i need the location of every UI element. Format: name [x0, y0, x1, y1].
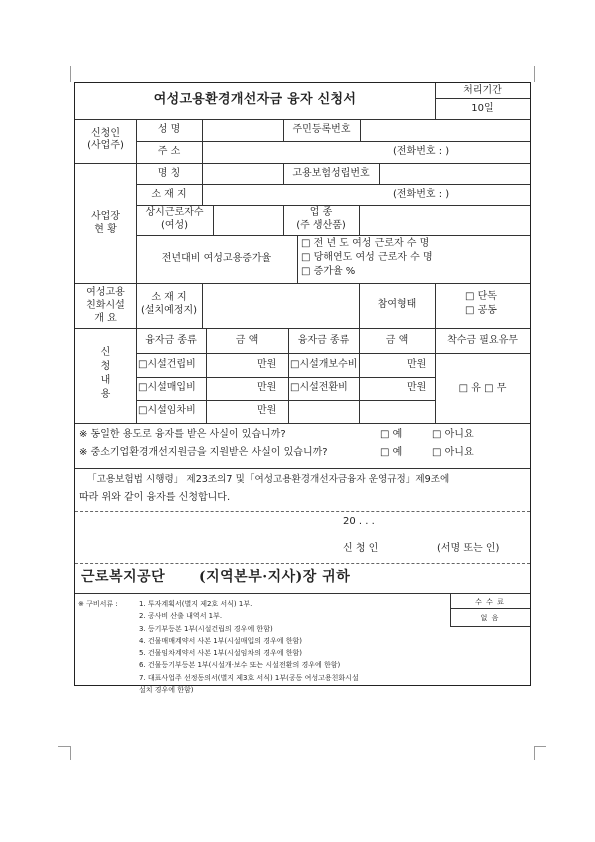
document-item-4: 4. 건물매매계약서 사본 1부(시설매입의 경우에 한함)	[139, 637, 302, 645]
workers-label: 상시근로자수	[145, 207, 204, 218]
document-item-5: 5. 건물임차계약서 사본 1부(시설임차의 경우에 한함)	[139, 649, 302, 657]
loan-construction[interactable]: □시설건립비	[138, 359, 196, 370]
industry-sublabel: (주 생산품)	[296, 220, 346, 231]
document-item-1: 1. 투자계획서(별지 제2호 서식) 1부.	[139, 600, 253, 608]
rule-fee-bottom	[450, 626, 530, 627]
unit-purchase: 만원	[257, 382, 277, 393]
form-title: 여성고용환경개선자금 융자 신청서	[153, 92, 357, 107]
loan-renovation[interactable]: □시설개보수비	[290, 359, 358, 370]
crop-mark-top-right	[534, 66, 535, 82]
documents-label: ※ 구비서류 :	[78, 600, 118, 608]
rule-facility-bottom	[75, 328, 530, 329]
participation-solo[interactable]: □ 단독	[465, 291, 497, 302]
rule-app-row1	[136, 377, 435, 378]
rule-recipient-bottom	[75, 593, 530, 594]
crop-mark-top-left	[70, 66, 71, 82]
application-date[interactable]: 20 . . .	[343, 516, 375, 527]
facility-label-2: 친화시설	[86, 300, 125, 311]
header-amount-2: 금 액	[385, 335, 409, 346]
facility-location-label: 소 재 지	[151, 292, 187, 303]
address-label: 주 소	[157, 146, 181, 157]
question-same-purpose: ※ 동일한 용도로 융자를 받은 사실이 있습니까?	[79, 429, 286, 440]
applicant-rrn-field[interactable]	[361, 120, 529, 140]
unit-construction: 만원	[257, 359, 277, 370]
application-label-1: 신	[100, 347, 111, 358]
insurance-no-field[interactable]	[380, 164, 529, 183]
workplace-name-field[interactable]	[203, 164, 282, 183]
crop-mark-bottom-left-v	[70, 746, 71, 760]
recipient-org: 근로복지공단	[81, 569, 166, 585]
document-item-2: 2. 공사비 산출 내역서 1부.	[139, 612, 223, 620]
rule-processing	[435, 98, 530, 99]
unit-renovation: 만원	[407, 359, 427, 370]
rule-questions-bottom	[75, 468, 530, 469]
question-1-yes[interactable]: □ 예	[380, 429, 403, 440]
question-sme-subsidy: ※ 중소기업환경개선지원금을 지원받은 사실이 있습니까?	[79, 447, 328, 458]
unit-lease: 만원	[257, 405, 277, 416]
workplace-phone-label: (전화번호 : )	[393, 189, 450, 200]
applicant-label: 신청인	[91, 128, 120, 139]
participation-joint[interactable]: □ 공동	[465, 305, 497, 316]
crop-mark-bottom-left	[58, 746, 70, 747]
workers-sublabel: (여성)	[160, 220, 189, 231]
loan-conversion[interactable]: □시설전환비	[290, 382, 348, 393]
header-loan-type-1: 융자금 종류	[145, 335, 197, 346]
processing-label: 처리기간	[463, 85, 502, 96]
processing-value: 10일	[471, 103, 494, 114]
loan-purchase[interactable]: □시설매입비	[138, 382, 196, 393]
advance-options[interactable]: □ 유 □ 무	[458, 383, 507, 394]
unit-conversion: 만원	[407, 382, 427, 393]
rule-signature-dash	[75, 563, 530, 564]
rule-statement-dash	[75, 511, 530, 512]
rule-wp-3	[136, 235, 530, 236]
fee-label: 수 수 료	[475, 598, 505, 606]
header-amount-1: 금 액	[235, 335, 259, 346]
question-2-no[interactable]: □ 아니요	[432, 447, 474, 458]
increase-item-prev[interactable]: □ 전 년 도 여성 근로자 수 명	[301, 238, 430, 249]
rule-wp-1	[136, 184, 530, 185]
statement-line-1: 「고용보험법 시행령」 제23조의7 및「여성고용환경개선자금융자 운영규정」제9조에	[87, 474, 450, 485]
increase-item-current[interactable]: □ 당해연도 여성 근로자 수 명	[301, 252, 433, 263]
applicant-phone-label: (전화번호 : )	[393, 146, 450, 157]
document-item-3: 3. 등기부등본 1부(시설건립의 경우에 한함)	[139, 625, 273, 633]
participation-label: 참여형태	[377, 299, 417, 310]
increase-item-rate[interactable]: □ 증가율 %	[301, 266, 356, 277]
rule-wp-2	[136, 205, 530, 206]
workplace-label: 사업장	[91, 211, 120, 222]
loan-lease[interactable]: □시설임차비	[138, 405, 196, 416]
question-2-yes[interactable]: □ 예	[380, 447, 403, 458]
header-loan-type-2: 융자금 종류	[297, 335, 350, 346]
rule-fee-mid	[450, 608, 530, 609]
applicant-name-field[interactable]	[203, 120, 282, 140]
crop-mark-bottom-right-v	[534, 746, 535, 760]
insurance-no-label: 고용보험성립번호	[292, 168, 370, 179]
recipient-suffix: (지역본부·지사)장 귀하	[199, 569, 351, 585]
statement-line-2: 따라 위와 같이 융자를 신청합니다.	[79, 492, 231, 503]
facility-label-3: 개 요	[94, 313, 117, 324]
workplace-location-label: 소 재 지	[151, 189, 187, 200]
workplace-sublabel: 현 황	[94, 224, 117, 235]
application-label-2: 청	[100, 361, 111, 372]
facility-label-1: 여성고용	[86, 287, 125, 298]
document-item-7-cont: 설치 경우에 한함)	[139, 686, 194, 694]
facility-location-sublabel: (설치예정지)	[140, 305, 198, 316]
signature-label: 신 청 인	[343, 543, 379, 554]
application-form	[74, 82, 531, 694]
header-advance: 착수금 필요유무	[447, 335, 518, 346]
rule-app-row2	[136, 400, 435, 401]
rule-col-workers	[213, 205, 214, 235]
rule-label-col	[136, 119, 137, 423]
rule-app-bottom	[75, 423, 530, 424]
applicant-address-field[interactable]	[203, 142, 391, 162]
rrn-label: 주민등록번호	[292, 124, 351, 135]
facility-location-field[interactable]	[203, 284, 358, 327]
fee-value: 없 음	[480, 614, 500, 622]
industry-label: 업 종	[309, 207, 333, 218]
rule-col-industry-r	[359, 205, 360, 235]
document-item-7: 7. 대표사업주 선정동의서(별지 제3호 서식) 1부(공동 여성고용친화시설	[139, 674, 359, 682]
workplace-name-label: 명 칭	[157, 168, 181, 179]
application-label-4: 용	[100, 389, 111, 400]
application-label-3: 내	[100, 375, 111, 386]
document-item-6: 6. 건물등기부등본 1부(시설개·보수 또는 시설전환의 경우에 한함)	[139, 661, 341, 669]
signature-note[interactable]: (서명 또는 인)	[437, 543, 500, 554]
rule-col-fac-c	[435, 283, 436, 423]
crop-mark-bottom-right	[534, 746, 546, 747]
increase-rate-label: 전년대비 여성고용증가율	[161, 253, 272, 264]
question-1-no[interactable]: □ 아니요	[432, 429, 474, 440]
applicant-sublabel: (사업주)	[87, 140, 124, 151]
rule-app-header	[136, 353, 530, 354]
name-label: 성 명	[157, 124, 181, 135]
rule-col-increase	[297, 235, 298, 283]
